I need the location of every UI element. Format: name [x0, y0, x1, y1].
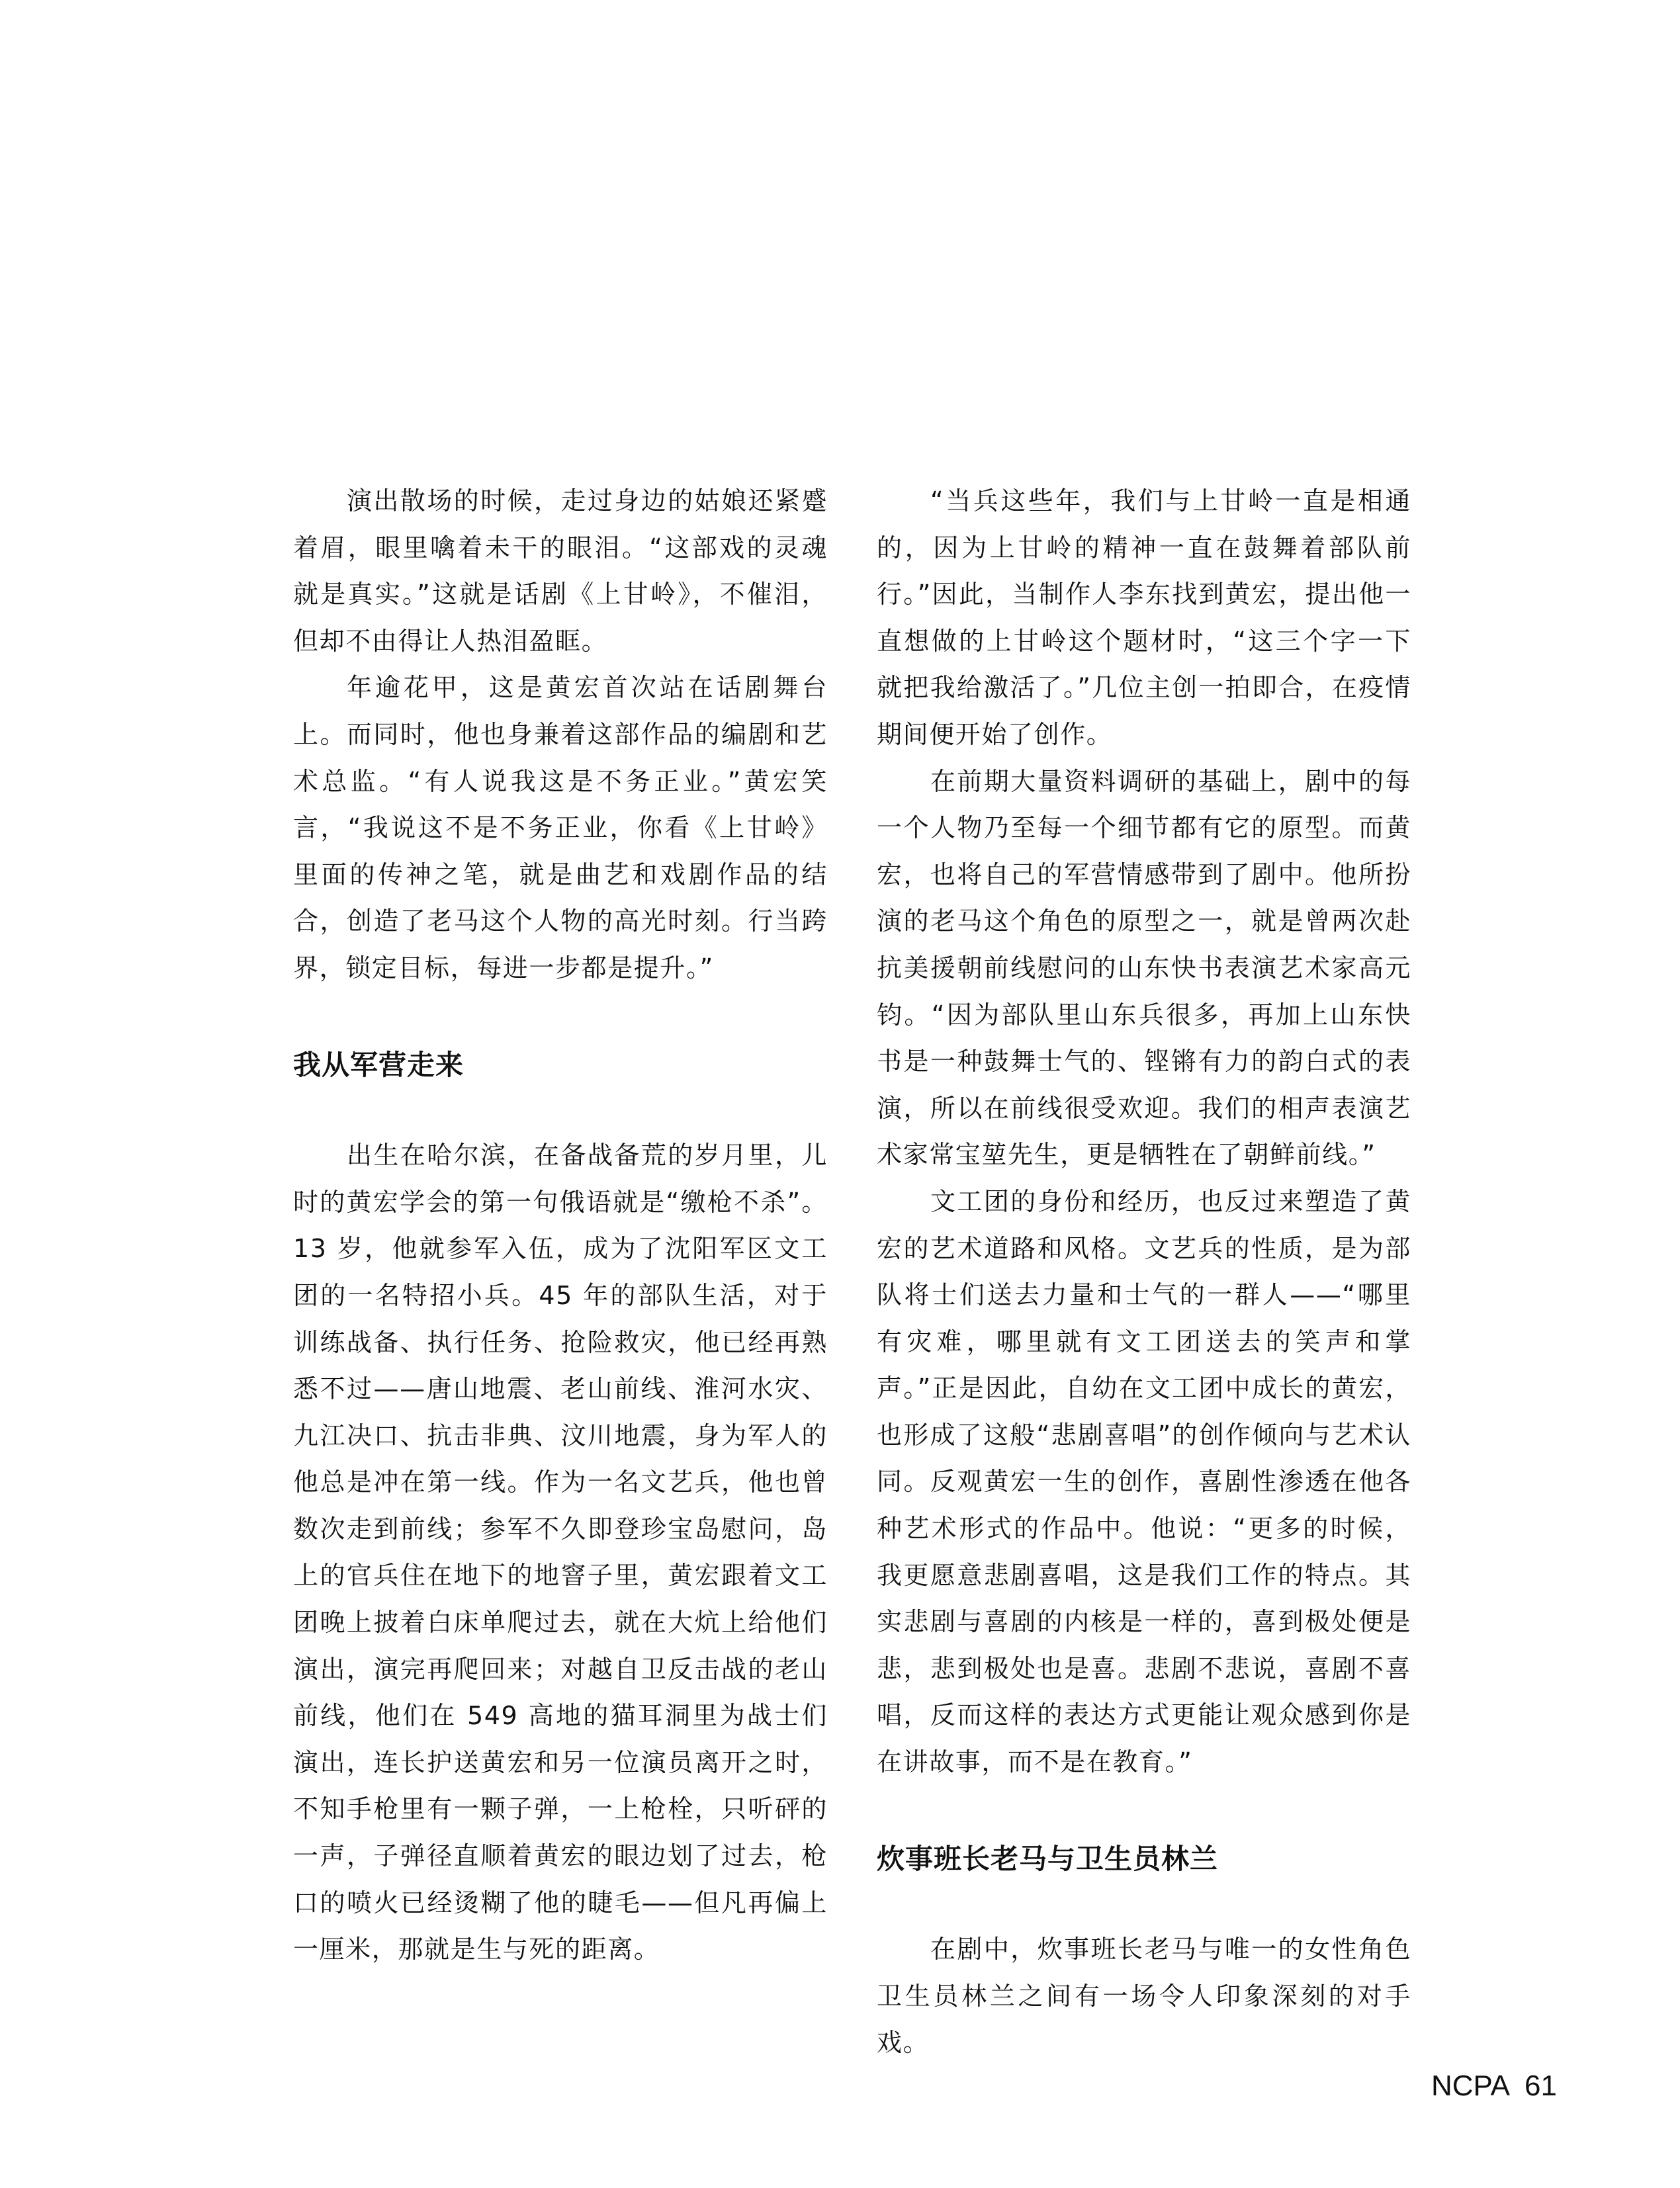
spacer [877, 1882, 1411, 1926]
spacer [293, 1088, 828, 1132]
spacer [877, 1786, 1411, 1836]
section-heading: 炊事班长老马与卫生员林兰 [877, 1842, 1219, 1875]
right-column [877, 478, 1411, 2066]
body-paragraph: 年逾花甲，这是黄宏首次站在话剧舞台上。而同时，他也身兼着这部作品的编剧和艺术总监。“有人说我这是不务正业。”黄宏笑言，“我说这不是不务正业，你看《上甘岭》里面的传神之笔，就是曲艺和戏剧作品的结合，创造了老马这个人物的高光时刻。行当跨界，锁定目标，每进一步都是提升。” [293, 673, 828, 983]
page-number: 61 [1524, 2070, 1557, 2102]
left-column [293, 478, 828, 1973]
spacer [293, 992, 828, 1042]
body-paragraph: 文工团的身份和经历，也反过来塑造了黄宏的艺术道路和风格。文艺兵的性质，是为部队将士们送去力量和士气的一群人——“哪里有灾难，哪里就有文工团送去的笑声和掌声。”正是因此，自幼在文工团中成长的黄宏，也形成了这般“悲剧喜唱”的创作倾向与艺术认同。反观黄宏一生的创作，喜剧性渗透在他各种艺术形式的作品中。他说：“更多的时候，我更愿意悲剧喜唱，这是我们工作的特点。其实悲剧与喜剧的内核是一样的，喜到极处便是悲，悲到极处也是喜。悲剧不悲说，喜剧不喜唱，反而这样的表达方式更能让观众感到你是在讲故事，而不是在教育。” [877, 1186, 1411, 1777]
body-paragraph: 在剧中，炊事班长老马与唯一的女性角色卫生员林兰之间有一场令人印象深刻的对手戏。 [877, 1935, 1411, 2058]
body-paragraph: 演出散场的时候，走过身边的姑娘还紧蹙着眉，眼里噙着未干的眼泪。“这部戏的灵魂就是真实。”这就是话剧《上甘岭》，不催泪，但却不由得让人热泪盈眶。 [293, 486, 828, 656]
body-paragraph: 出生在哈尔滨，在备战备荒的岁月里，儿时的黄宏学会的第一句俄语就是“缴枪不杀”。13 岁，他就参军入伍，成为了沈阳军区文工团的一名特招小兵。45 年的部队生活，对于训练战备、执行任务、抢险救灾，他已经再熟悉不过——唐山地震、老山前线、淮河水灾、九江决口、抗击非典、汶川地震，身为军人的他总是冲在第一线。作为一名文艺兵，他也曾数次走到前线；参军不久即登珍宝岛慰问，岛上的官兵住在地下的地窨子里，黄宏跟着文工团晚上披着白床单爬过去，就在大炕上给他们演出，演完再爬回来；对越自卫反击战的老山前线，他们在 549 高地的猫耳洞里为战士们演出，连长护送黄宏和另一位演员离开之时，不知手枪里有一颗子弹，一上枪栓，只听砰的一声，子弹径直顺着黄宏的眼边划了过去，枪口的喷火已经烫糊了他的睫毛——但凡再偏上一厘米，那就是生与死的距离。 [293, 1141, 828, 1964]
page-footer [1431, 2070, 1557, 2103]
body-paragraph: 在前期大量资料调研的基础上，剧中的每一个人物乃至每一个细节都有它的原型。而黄宏，也将自己的军营情感带到了剧中。他所扮演的老马这个角色的原型之一，就是曾两次赴抗美援朝前线慰问的山东快书表演艺术家高元钧。“因为部队里山东兵很多，再加上山东快书是一种鼓舞士气的、铿锵有力的韵白式的表演，所以在前线很受欢迎。我们的相声表演艺术家常宝堃先生，更是牺牲在了朝鲜前线。” [877, 766, 1411, 1170]
body-paragraph: “当兵这些年，我们与上甘岭一直是相通的，因为上甘岭的精神一直在鼓舞着部队前行。”因此，当制作人李东找到黄宏，提出他一直想做的上甘岭这个题材时，“这三个字一下就把我给激活了。”几位主创一拍即合，在疫情期间便开始了创作。 [877, 486, 1411, 749]
publication-name: NCPA [1431, 2070, 1510, 2102]
section-heading: 我从军营走来 [293, 1048, 464, 1081]
